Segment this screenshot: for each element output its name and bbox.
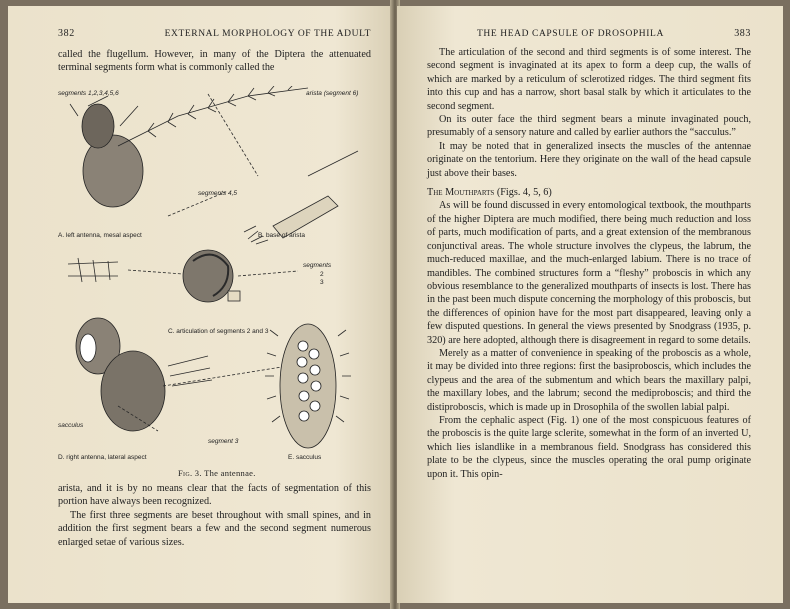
antenna-illustration bbox=[58, 86, 374, 476]
label-sacculus: sacculus bbox=[58, 422, 84, 429]
left-bottom-text bbox=[58, 482, 371, 549]
caption-text: The antennae. bbox=[204, 468, 256, 478]
right-section-paragraph-3: From the cephalic aspect (Fig. 1) one of the most conspicuous features of the proboscis is the quite large sclerite, somewhat in the form of an inverted U, which lies islandlike in a membranous field. Snodgrass has considered this plate to be the clypeus, since the muscles operating the oral pump originate upon it. This opin- bbox=[427, 414, 751, 480]
label-b: B. base of arista bbox=[258, 232, 305, 239]
right-body-text bbox=[427, 46, 751, 481]
left-running-head bbox=[58, 28, 371, 39]
label-e: E. sacculus bbox=[288, 454, 322, 461]
right-paragraph-2: On its outer face the third segment bears a minute invaginated pouch, presumably of a sensory nature and called by earlier authors the “sacculus.” bbox=[427, 114, 751, 139]
left-top-paragraph: called the flugellum. However, in many of the Diptera the attenuated terminal segments form what is commonly called the bbox=[58, 49, 371, 74]
label-d: D. right antenna, lateral aspect bbox=[58, 454, 147, 461]
right-paragraph-3: It may be noted that in generalized insects the muscles of the antennae originate on the tentorium. Here they originate on the wall of the head capsule just above their bases. bbox=[427, 140, 751, 179]
left-page-number: 382 bbox=[58, 28, 75, 39]
right-running-title: THE HEAD CAPSULE OF DROSOPHILA bbox=[477, 29, 664, 39]
label-arista-segment6: arista (segment 6) bbox=[306, 90, 359, 97]
antenna-figure bbox=[58, 86, 374, 476]
right-section-paragraph-2: Merely as a matter of convenience in speaking of the proboscis as a whole, it may be divided into three regions: first the basiproboscis, which includes the clypeus and the area of the submentum and which bears the maxillary palpi, the maxillary lobes, and the labrum; second the mediproboscis; and third the distiproboscis, which is made up in Drosophila of the swollen labial palpi. bbox=[427, 347, 751, 413]
right-paragraph-1: The articulation of the second and third segments is of some interest. The second segment is invaginated at its apex to form a deep cup, the walls of which are marked by a reticulum of sclerotized ridges. The third segment fits into this cup and has a narrow, short basal stalk by which it articulates to the second segment. bbox=[427, 47, 751, 112]
left-top-text bbox=[58, 48, 371, 75]
label-c: C. articulation of segments 2 and 3 bbox=[168, 328, 269, 335]
section-heading-ref: (Figs. 4, 5, 6) bbox=[496, 187, 552, 199]
right-page bbox=[397, 6, 783, 603]
left-page bbox=[8, 6, 393, 603]
label-segments-top: segments 1,2,3,4,5,6 bbox=[58, 90, 119, 97]
right-running-head bbox=[427, 28, 751, 39]
left-bottom-paragraph-1: arista, and it is by no means clear that the facts of segmentation of this portion have always been recognized. bbox=[58, 483, 371, 508]
left-bottom-paragraph-2: The first three segments are beset throughout with small spines, and in addition the first segment bears a few and the second segment numerous enlarged setae of various sizes. bbox=[58, 509, 371, 548]
caption-prefix: Fig. 3. bbox=[178, 468, 202, 478]
label-segments-23: segments bbox=[303, 262, 332, 269]
label-segments-45: segments 4,5 bbox=[198, 190, 238, 197]
label-a: A. left antenna, mesal aspect bbox=[58, 232, 142, 239]
label-segment3: segment 3 bbox=[208, 438, 239, 445]
right-page-number: 383 bbox=[734, 28, 751, 39]
label-seg2: 2 bbox=[320, 271, 324, 278]
label-seg3: 3 bbox=[320, 279, 324, 286]
figure-caption bbox=[178, 468, 256, 478]
section-heading bbox=[427, 186, 751, 199]
left-running-title: EXTERNAL MORPHOLOGY OF THE ADULT bbox=[164, 29, 371, 39]
section-heading-title: The Mouthparts bbox=[427, 187, 495, 199]
right-section-paragraph-1: As will be found discussed in every entomological textbook, the mouthparts of the higher Diptera are much modified, there being much reduction and loss of parts, much modification of parts, and a great extension of the membranous conjunctival areas. The whole structure involves the clypeus, the labrum, the much-reduced maxillae, and the much-enlarged labium. There is no trace of mandibles. The combined structures form a “fleshy” proboscis in which any obvious resemblance to the generalized mouthparts of insects is lost. There has in the past been much dispute concerning the morphology of this proboscis, but the differences of opinion have for the most part disappeared, leaving only a few disputed questions. In general the views presented by Snodgrass (1935, p. 320) are here adopted, although there is disagreement in regard to some details. bbox=[427, 200, 751, 346]
